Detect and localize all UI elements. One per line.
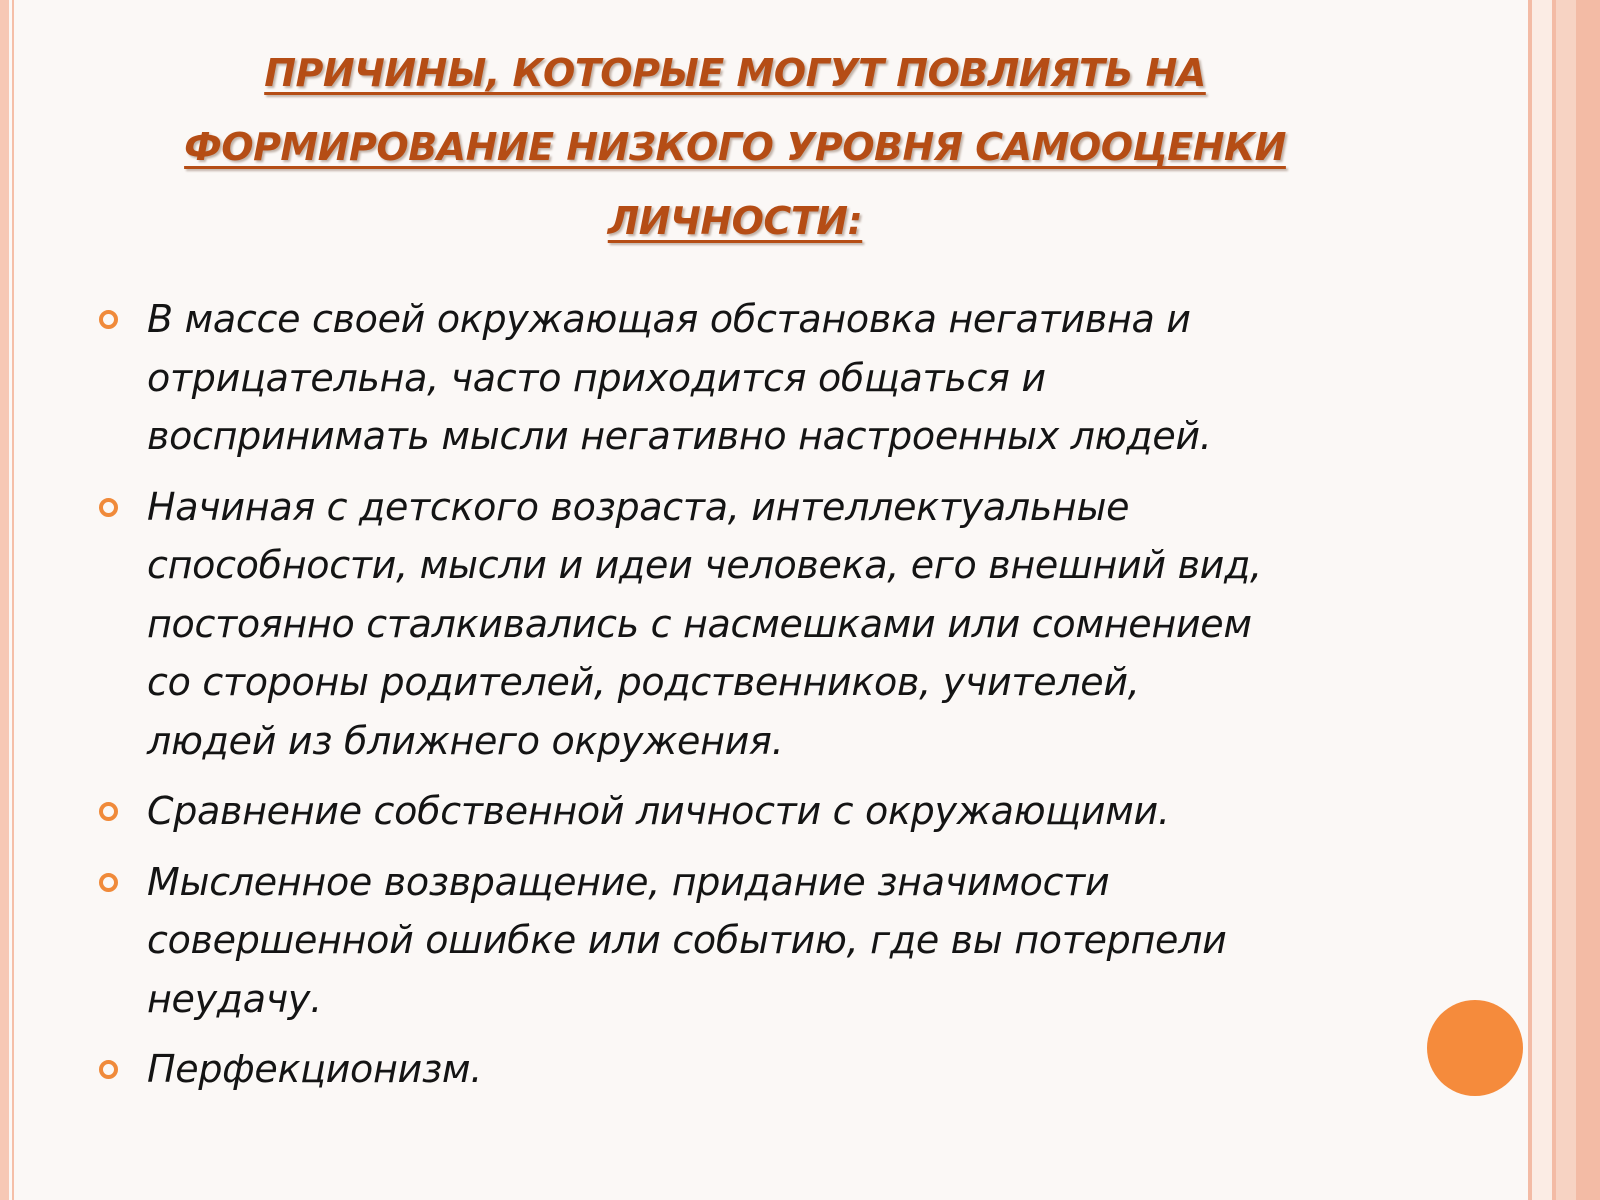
- ring-bullet-icon: [99, 802, 118, 821]
- decorative-circle: [1427, 1000, 1523, 1096]
- slide-frame-left: [0, 0, 9, 1200]
- bullet-item: [90, 853, 1430, 1029]
- frame-stripe: [1532, 0, 1552, 1200]
- bullet-text-line: со стороны родителей, родственников, учителей,: [147, 660, 1140, 704]
- slide-title: [150, 36, 1320, 258]
- ring-bullet-icon: [99, 1060, 118, 1079]
- ring-bullet-icon: [99, 310, 118, 329]
- bullet-text-line: людей из ближнего окружения.: [147, 718, 784, 763]
- bullet-text-line: совершенной ошибке или событию, где вы потерпели: [147, 918, 1227, 962]
- slide-title-line: ЛИЧНОСТИ:: [607, 199, 863, 243]
- bullet-text-line: неудачу.: [147, 976, 322, 1021]
- bullet-text-line: Перфекционизм.: [147, 1047, 482, 1091]
- bullet-item: [90, 1040, 1430, 1099]
- bullet-text-line: В массе своей окружающая обстановка негативна и: [147, 297, 1191, 341]
- bullet-text-line: постоянно сталкивались с насмешками или сомнением: [147, 601, 1252, 646]
- slide-frame-left-line: [12, 0, 14, 1200]
- bullet-item: [90, 782, 1430, 841]
- bullet-text-line: способности, мысли и идеи человека, его внешний вид,: [147, 543, 1262, 587]
- slide-title-line: ПРИЧИНЫ, КОТОРЫЕ МОГУТ ПОВЛИЯТЬ НА: [264, 51, 1206, 95]
- ring-bullet-icon: [99, 498, 118, 517]
- bullet-text-line: Начиная с детского возраста, интеллектуальные: [147, 484, 1130, 529]
- bullet-text-line: Сравнение собственной личности с окружающими.: [147, 789, 1170, 833]
- frame-stripe: [1556, 0, 1576, 1200]
- slide-title-line: ФОРМИРОВАНИЕ НИЗКОГО УРОВНЯ САМООЦЕНКИ: [184, 125, 1286, 169]
- bullet-list: [90, 290, 1430, 1111]
- bullet-item: [90, 290, 1430, 466]
- ring-bullet-icon: [99, 873, 118, 892]
- bullet-text-line: Мысленное возвращение, придание значимости: [147, 859, 1110, 904]
- bullet-text-line: отрицательна, часто приходится общаться и: [147, 355, 1046, 400]
- bullet-item: [90, 478, 1430, 771]
- frame-stripe: [1576, 0, 1600, 1200]
- bullet-text-line: воспринимать мысли негативно настроенных людей.: [147, 414, 1212, 458]
